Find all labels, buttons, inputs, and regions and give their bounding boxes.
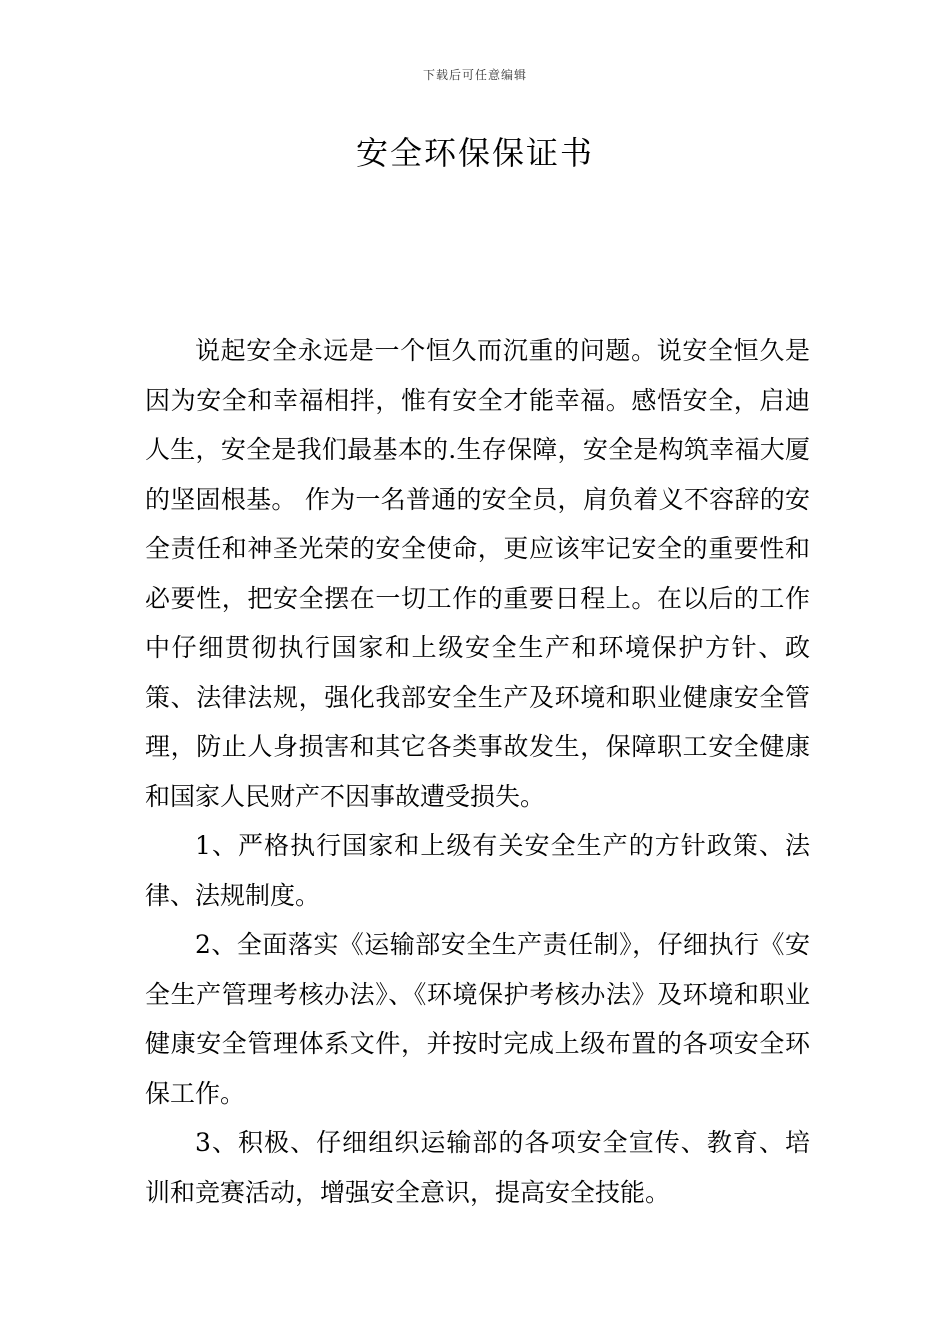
page-header-note: 下载后可任意编辑 (422, 68, 527, 82)
document-body (145, 326, 810, 1217)
document-title: 安全环保保证书 (355, 134, 594, 172)
clause-1-paragraph: 1、严格执行国家和上级有关安全生产的方针政策、法律、法规制度。 (145, 831, 810, 910)
intro-paragraph: 说起安全永远是一个恒久而沉重的问题。说安全恒久是因为安全和幸福相拌，惟有安全才能幸福。感悟安全，启迪人生，安全是我们最基本的.生存保障，安全是构筑幸福大厦的坚固根基。 作为一名普通的安全员，肩负着义不容辞的安全责任和神圣光荣的安全使命，更应该牢记安全的重要性和必要性，把安全摆在一切工作的重要日程上。在以后的工作中仔细贯彻执行国家和上级安全生产和环境保护方针、政策、法律法规，强化我部安全生产及环境和职业健康安全管理，防止人身损害和其它各类事故发生，保障职工安全健康和国家人民财产不因事故遭受损失。 (145, 336, 810, 811)
clause-2-paragraph: 2、全面落实《运输部安全生产责任制》，仔细执行《安全生产管理考核办法》、《环境保护考核办法》及环境和职业健康安全管理体系文件，并按时完成上级布置的各项安全环保工作。 (145, 930, 810, 1108)
clause-3-paragraph: 3、积极、仔细组织运输部的各项安全宣传、教育、培训和竞赛活动，增强安全意识，提高安全技能。 (145, 1128, 810, 1207)
